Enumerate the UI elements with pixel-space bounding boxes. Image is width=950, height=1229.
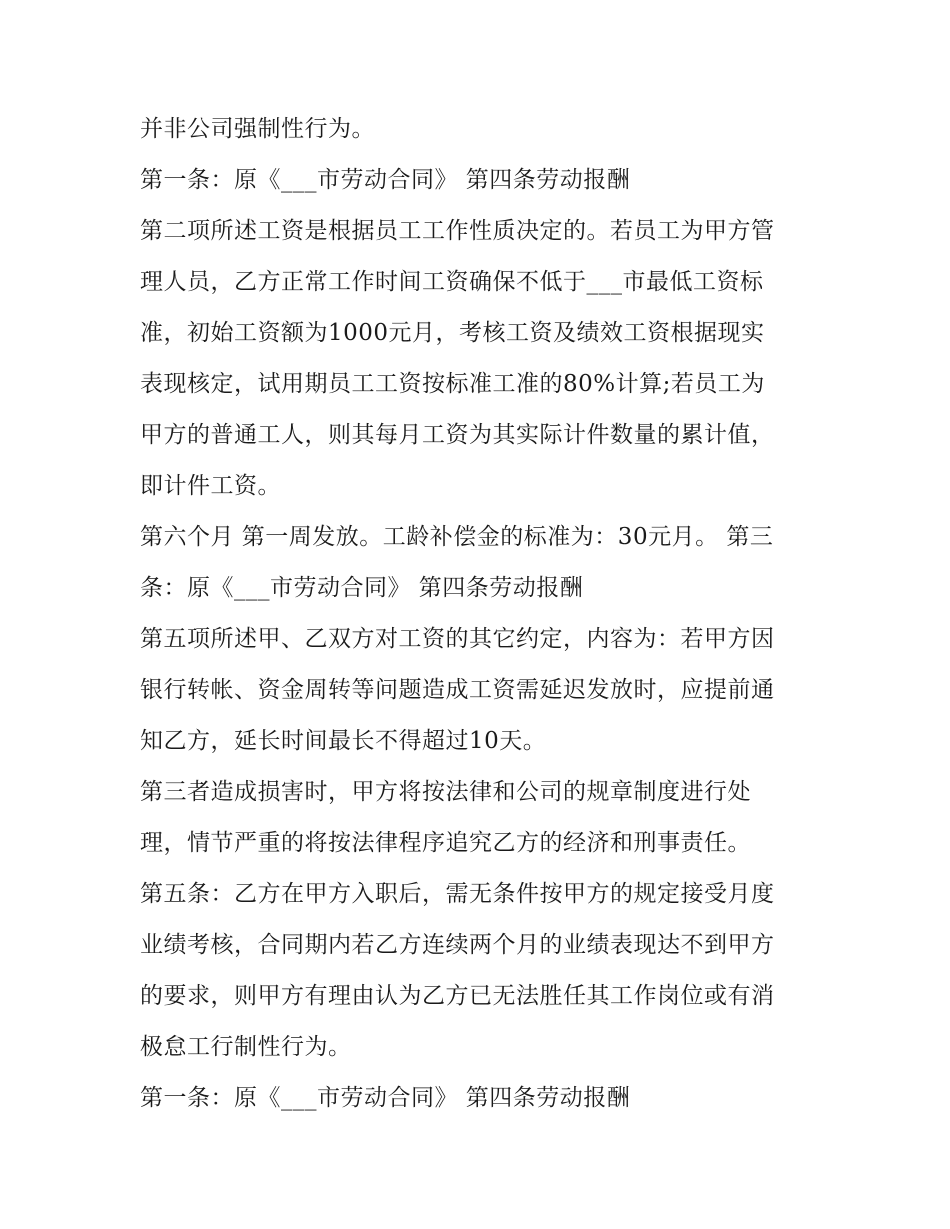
document-body — [140, 104, 830, 1124]
text-line: 知乙方，延长时间最长不得超过10天。 — [140, 728, 547, 754]
text-line: 第三者造成损害时，甲方将按法律和公司的规章制度进行处 — [140, 779, 751, 805]
text-line: 即计件工资。 — [140, 473, 281, 499]
text-line: 第二项所述工资是根据员工工作性质决定的。若员工为甲方管 — [140, 218, 775, 244]
text-line: 第一条：原《___市劳动合同》 第四条劳动报酬 — [140, 167, 631, 193]
text-line: 甲方的普通工人，则其每月工资为其实际计件数量的累计值， — [140, 422, 775, 448]
text-line: 理，情节严重的将按法律程序追究乙方的经济和刑事责任。 — [140, 830, 751, 856]
text-line: 表现核定，试用期员工工资按标准工准的80%计算;若员工为 — [140, 371, 765, 397]
text-line: 并非公司强制性行为。 — [140, 116, 375, 142]
text-line: 条：原《___市劳动合同》 第四条劳动报酬 — [140, 575, 584, 601]
text-line: 第五条：乙方在甲方入职后，需无条件按甲方的规定接受月度 — [140, 881, 775, 907]
text-line: 第一条：原《___市劳动合同》 第四条劳动报酬 — [140, 1085, 631, 1111]
text-line: 第五项所述甲、乙双方对工资的其它约定，内容为：若甲方因 — [140, 626, 775, 652]
text-line: 第六个月 第一周发放。工龄补偿金的标准为：30元月。 第三 — [140, 524, 774, 550]
text-line: 业绩考核，合同期内若乙方连续两个月的业绩表现达不到甲方 — [140, 932, 775, 958]
text-line: 准，初始工资额为1000元月，考核工资及绩效工资根据现实 — [140, 320, 765, 346]
text-line: 银行转帐、资金周转等问题造成工资需延迟发放时，应提前通 — [140, 677, 775, 703]
text-line: 极怠工行制性行为。 — [140, 1034, 352, 1060]
text-line: 理人员，乙方正常工作时间工资确保不低于___市最低工资标 — [140, 269, 764, 295]
text-line: 的要求，则甲方有理由认为乙方已无法胜任其工作岗位或有消 — [140, 983, 775, 1009]
